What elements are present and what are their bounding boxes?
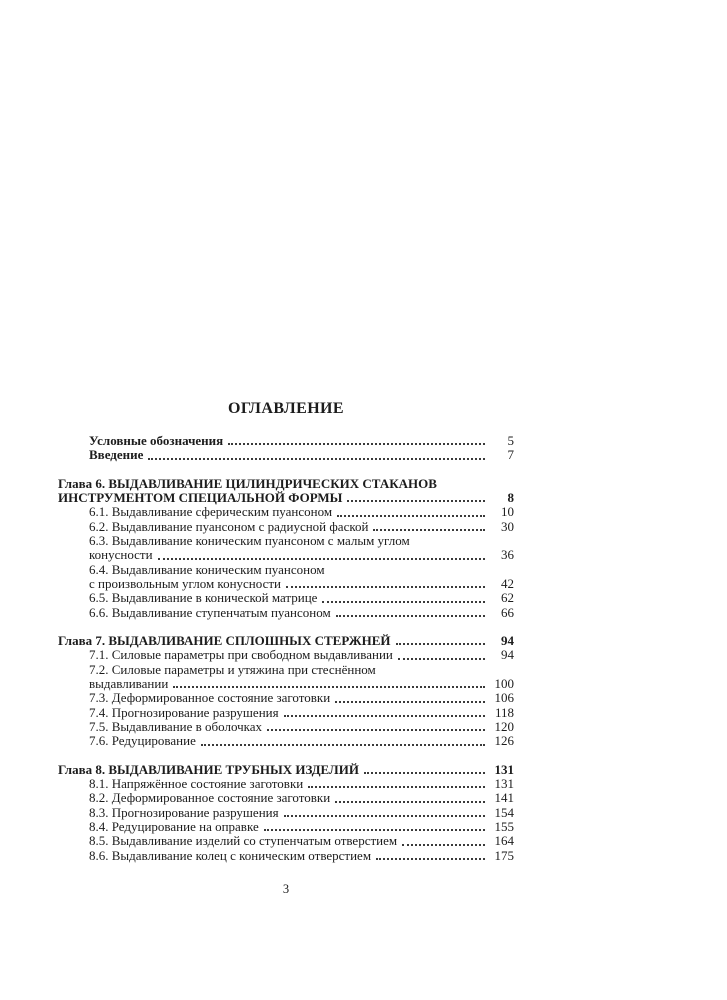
toc-entry-page: 94 [501,633,514,649]
dot-leader [402,844,485,846]
toc-entry-page: 62 [501,590,514,606]
toc-entry-label: 6.5. Выдавливание в конической матрице [89,590,318,606]
toc-entry-page: 141 [494,790,514,806]
toc-entry-label: 6.1. Выдавливание сферическим пуансоном [89,504,333,520]
toc-row [58,763,514,777]
toc-entry-label: 8.5. Выдавливание изделий со ступенчатым отверстием [89,833,398,849]
toc-entry-label: 6.4. Выдавливание коническим пуансоном [89,561,325,577]
toc-entry-page: 42 [501,575,514,591]
toc-row [58,691,514,705]
toc-entry-label: 7.5. Выдавливание в оболочках [89,718,263,734]
toc-entry-label: 6.2. Выдавливание пуансоном с радиусной фаской [89,518,369,534]
dot-leader [335,701,485,703]
toc-entry-page: 30 [501,518,514,534]
toc-entry-label: Глава 7. ВЫДАВЛИВАНИЕ СПЛОШНЫХ СТЕРЖНЕЙ [58,633,391,649]
dot-leader [267,729,485,731]
toc-entry-label: Введение [89,447,144,463]
toc-entry-label: 6.3. Выдавливание коническим пуансоном с малым углом [89,533,410,549]
dot-leader [308,786,485,788]
toc-entry-label: 8.3. Прогнозирование разрушения [89,804,279,820]
toc-entry-page: 131 [494,776,514,792]
toc-row [58,849,514,863]
dot-leader [398,658,485,660]
toc-row [58,534,514,548]
dot-leader [373,529,485,531]
toc-entry-page: 120 [494,718,514,734]
dot-leader [201,744,485,746]
toc-entry-label: 7.2. Силовые параметры и утяжина при стеснённом [89,661,376,677]
dot-leader [322,601,485,603]
toc-entry-page: 175 [494,847,514,863]
toc-entry-page: 36 [501,547,514,563]
toc-row [58,706,514,720]
dot-leader [148,458,485,460]
toc-entry-page: 8 [507,490,514,506]
toc-row [58,577,514,591]
dot-leader [337,515,485,517]
toc-entry-label: 8.6. Выдавливание колец с коническим отверстием [89,847,372,863]
toc-entry-label: Глава 6. ВЫДАВЛИВАНИЕ ЦИЛИНДРИЧЕСКИХ СТАКАНОВ [58,475,437,491]
dot-leader [376,858,485,860]
toc-entry-label: 8.4. Редуцирование на оправке [89,819,259,835]
toc-row [58,563,514,577]
toc-entry-page: 131 [494,761,514,777]
toc-entry-page: 126 [494,733,514,749]
dot-leader [286,586,485,588]
toc-row [58,548,514,562]
toc-row [58,477,514,491]
toc-entry-page: 10 [501,504,514,520]
dot-leader [364,772,485,774]
dot-leader [336,615,485,617]
toc-row [58,791,514,805]
dot-leader [396,643,485,645]
toc-entry-page: 100 [494,676,514,692]
toc-entry-page: 106 [494,690,514,706]
toc-entry-label: 7.6. Редуцирование [89,733,196,749]
toc-entry-page: 5 [507,433,514,448]
toc-row [58,634,514,648]
toc-entry-label: 7.3. Деформированное состояние заготовки [89,690,331,706]
toc-content [58,399,514,863]
dot-leader [284,715,485,717]
page-number: 3 [282,882,290,896]
toc-row [58,606,514,620]
toc-row [58,491,514,505]
toc-entry-page: 164 [494,833,514,849]
toc-row [58,777,514,791]
toc-entry-label: 8.2. Деформированное состояние заготовки [89,790,331,806]
toc-row [58,448,514,462]
toc-row [58,520,514,534]
toc-entry-page: 155 [494,819,514,835]
page-title: ОГЛАВЛЕНИЕ [228,400,344,417]
toc-entry-page: 118 [494,704,514,720]
toc-entry-label: конусности [89,547,153,563]
toc-entry-label: Глава 8. ВЫДАВЛИВАНИЕ ТРУБНЫХ ИЗДЕЛИЙ [58,761,359,777]
toc-entry-page: 154 [494,804,514,820]
toc-row [58,820,514,834]
toc-row [58,806,514,820]
toc-entry-label: Условные обозначения [89,433,224,448]
toc-entry-page: 94 [501,647,514,663]
toc-entry-label: 8.1. Напряжённое состояние заготовки [89,776,304,792]
toc-row [58,591,514,605]
toc-entry-label: 6.6. Выдавливание ступенчатым пуансоном [89,604,331,620]
toc-entry-page: 7 [507,447,514,463]
toc-entry-label: выдавливании [89,676,169,692]
dot-leader [173,686,485,688]
toc-entry-label: 7.4. Прогнозирование разрушения [89,704,279,720]
dot-leader [264,829,485,831]
toc-row [58,734,514,748]
toc-row [58,648,514,662]
toc-row [58,677,514,691]
dot-leader [284,815,485,817]
toc-entry-label: с произвольным углом конусности [89,575,281,591]
toc-row [58,434,514,448]
toc-row [58,834,514,848]
toc-entry-page: 66 [501,604,514,620]
dot-leader [335,801,485,803]
dot-leader [158,558,485,560]
toc-entry-label: ИНСТРУМЕНТОМ СПЕЦИАЛЬНОЙ ФОРМЫ [58,490,343,506]
dot-leader [347,500,485,502]
toc-row [58,663,514,677]
toc-list [58,434,514,863]
toc-row [58,505,514,519]
toc-row [58,720,514,734]
dot-leader [228,443,485,445]
toc-entry-label: 7.1. Силовые параметры при свободном выдавливании [89,647,393,663]
